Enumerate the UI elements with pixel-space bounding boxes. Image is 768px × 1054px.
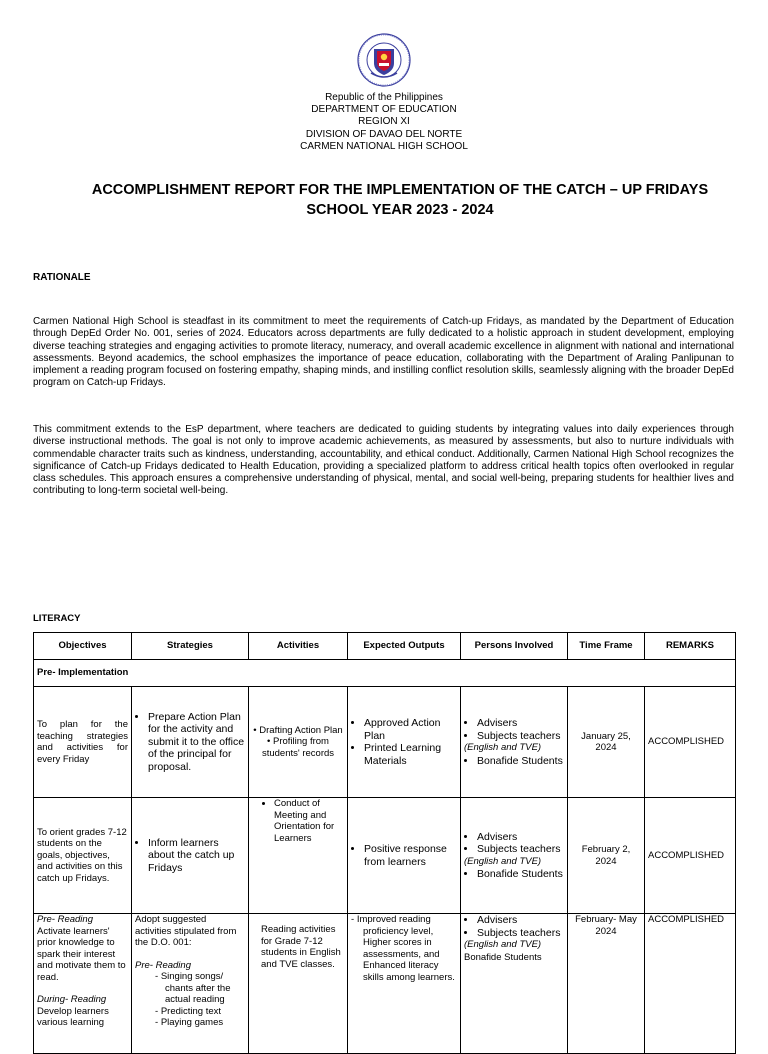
table-row [34,798,736,914]
person-item: • Advisers [477,914,564,927]
col-expected-outputs: Expected Outputs [348,633,461,660]
activity-sub-text: Profiling from students' records [261,736,335,759]
activity-main: • Drafting Action Plan [253,724,343,736]
time-cell: January 25, 2024 [568,687,645,798]
remarks-cell: ACCOMPLISHED [645,798,736,914]
remarks-cell: ACCOMPLISHED [645,914,736,1054]
literacy-heading: LITERACY [33,613,81,624]
strategy-item: • Inform learners about the catch up Fridays [148,837,245,875]
objective-cell [34,914,132,1054]
remarks-cell: ACCOMPLISHED [645,687,736,798]
col-activities: Activities [249,633,348,660]
title-line-2: SCHOOL YEAR 2023 - 2024 [306,201,494,218]
outputs-cell: - Improved reading proficiency level, Higher scores in assessments, and Enhanced literacy skills among learners. [348,914,461,1054]
activities-cell: Reading activities for Grade 7-12 students in English and TVE classes. [249,914,348,1054]
person-item: • Advisers [477,717,564,730]
strategy-subhead: Pre- Reading [135,959,191,971]
header-country: Republic of the Philippines [325,92,443,103]
outputs-cell [348,687,461,798]
strategies-cell [132,687,249,798]
header-region: REGION XI [358,116,410,128]
output-item: • Printed Learning Materials [364,742,457,767]
objective-text: Activate learners' prior knowledge to spark their interest and motivate them to read. [37,925,126,983]
header-school: CARMEN NATIONAL HIGH SCHOOL [300,140,468,152]
strategy-item: - Singing songs/ chants after the actual reading [165,971,245,1006]
persons-cell [461,798,568,914]
strategy-item: - Predicting text [165,1006,245,1018]
persons-note: (English and TVE) [464,855,542,867]
rationale-paragraph-1: Carmen National High School is steadfast in its commitment to meet the requirements of Catch-up Fridays, as mandated by the Department of Education through DepEd Order No. 001, series of 2024. Educators across departments are fully dedicated to a holistic approach in student development, employing diverse teaching strategies and engaging activities to promote literacy, numeracy, and overall academic excellence in alignment with national and international assessments. Beyond academics, the school emphasizes the importance of peace education, collaborating with the Department of Araling Panlipunan to implement a reading program focused on fostering empathy, shaping minds, and instilling conflict resolution skills, seamlessly aligning with the broader DepEd program on Catch-up Fridays. [33,316,734,389]
table-row [34,914,736,1054]
strategies-cell [132,798,249,914]
col-strategies: Strategies [132,633,249,660]
output-item: • Positive response from learners [364,843,457,868]
persons-extra: Bonafide Students [464,951,542,963]
person-item: • Advisers [477,831,564,844]
activity-item: • Conduct of Meeting and Orientation for Learners [274,798,344,844]
document-title [80,181,720,220]
output-text: Improved reading proficiency level, Higher scores in assessments, and Enhanced literacy skills among learners. [356,914,455,983]
activities-cell [249,798,348,914]
objective-cell: To plan for the teaching strategies and activities for every Friday [34,687,132,798]
persons-cell [461,914,568,1054]
literacy-table [33,632,736,1054]
strategies-cell [132,914,249,1054]
rationale-heading: RATIONALE [33,272,91,283]
person-item: • Subjects teachers [477,730,564,743]
deped-seal-logo [357,33,411,87]
activity-sub: • Profiling from students' records [261,736,335,759]
time-cell: February- May 2024 [568,914,645,1054]
col-persons-involved: Persons Involved [461,633,568,660]
strategy-item: • Prepare Action Plan for the activity and submit it to the office of the principal for proposal. [148,711,245,774]
objective-subhead: During- Reading [37,994,107,1005]
table-header-row [34,633,736,660]
person-item: • Subjects teachers [477,927,564,940]
col-time-frame: Time Frame [568,633,645,660]
letterhead [0,92,768,153]
persons-note: (English and TVE) [464,939,542,950]
time-cell: February 2, 2024 [568,798,645,914]
objective-cell: To orient grades 7-12 students on the goals, objectives, and activities on this catch up Fridays. [34,798,132,914]
strategy-intro: Adopt suggested activities stipulated from the D.O. 001: [135,914,237,948]
persons-cell [461,687,568,798]
header-department: DEPARTMENT OF EDUCATION [311,104,457,116]
persons-note: (English and TVE) [464,742,542,753]
phase-row [34,660,736,687]
output-item: • Approved Action Plan [364,717,457,742]
title-line-1: ACCOMPLISHMENT REPORT FOR THE IMPLEMENTATION OF THE CATCH – UP FRIDAYS [91,182,709,198]
activities-cell [249,687,348,798]
col-remarks: REMARKS [645,633,736,660]
activity-main-text: Drafting Action Plan [259,724,343,736]
phase-label: Pre- Implementation [34,660,736,687]
col-objectives: Objectives [34,633,132,660]
strategy-item: - Playing games [165,1017,245,1029]
outputs-cell [348,798,461,914]
objective-text: Develop learners various learning [37,1005,109,1028]
table-row [34,687,736,798]
header-division: DIVISION OF DAVAO DEL NORTE [305,128,463,140]
person-item: • Subjects teachers [477,843,564,856]
rationale-paragraph-2: This commitment extends to the EsP department, where teachers are dedicated to guiding students by integrating values into daily experiences through diverse instructional methods. The goal is not only to improve academic achievements, as measured by assessments, but also to nurture individuals with commendable character traits such as kindness, understanding, accountability, and ethical conduct. Additionally, Carmen National High School recognizes the significance of Catch-up Fridays dedicated to Health Education, providing a specialized platform to address critical health topics often overlooked in regular class schedules. This approach ensures a comprehensive understanding of physical, mental, and social well-being, preparing students for healthier lives and contributing to long-term societal well-being. [33,424,734,497]
person-item: • Bonafide Students [477,868,564,881]
person-item: • Bonafide Students [477,755,564,768]
objective-subhead: Pre- Reading [37,914,93,925]
